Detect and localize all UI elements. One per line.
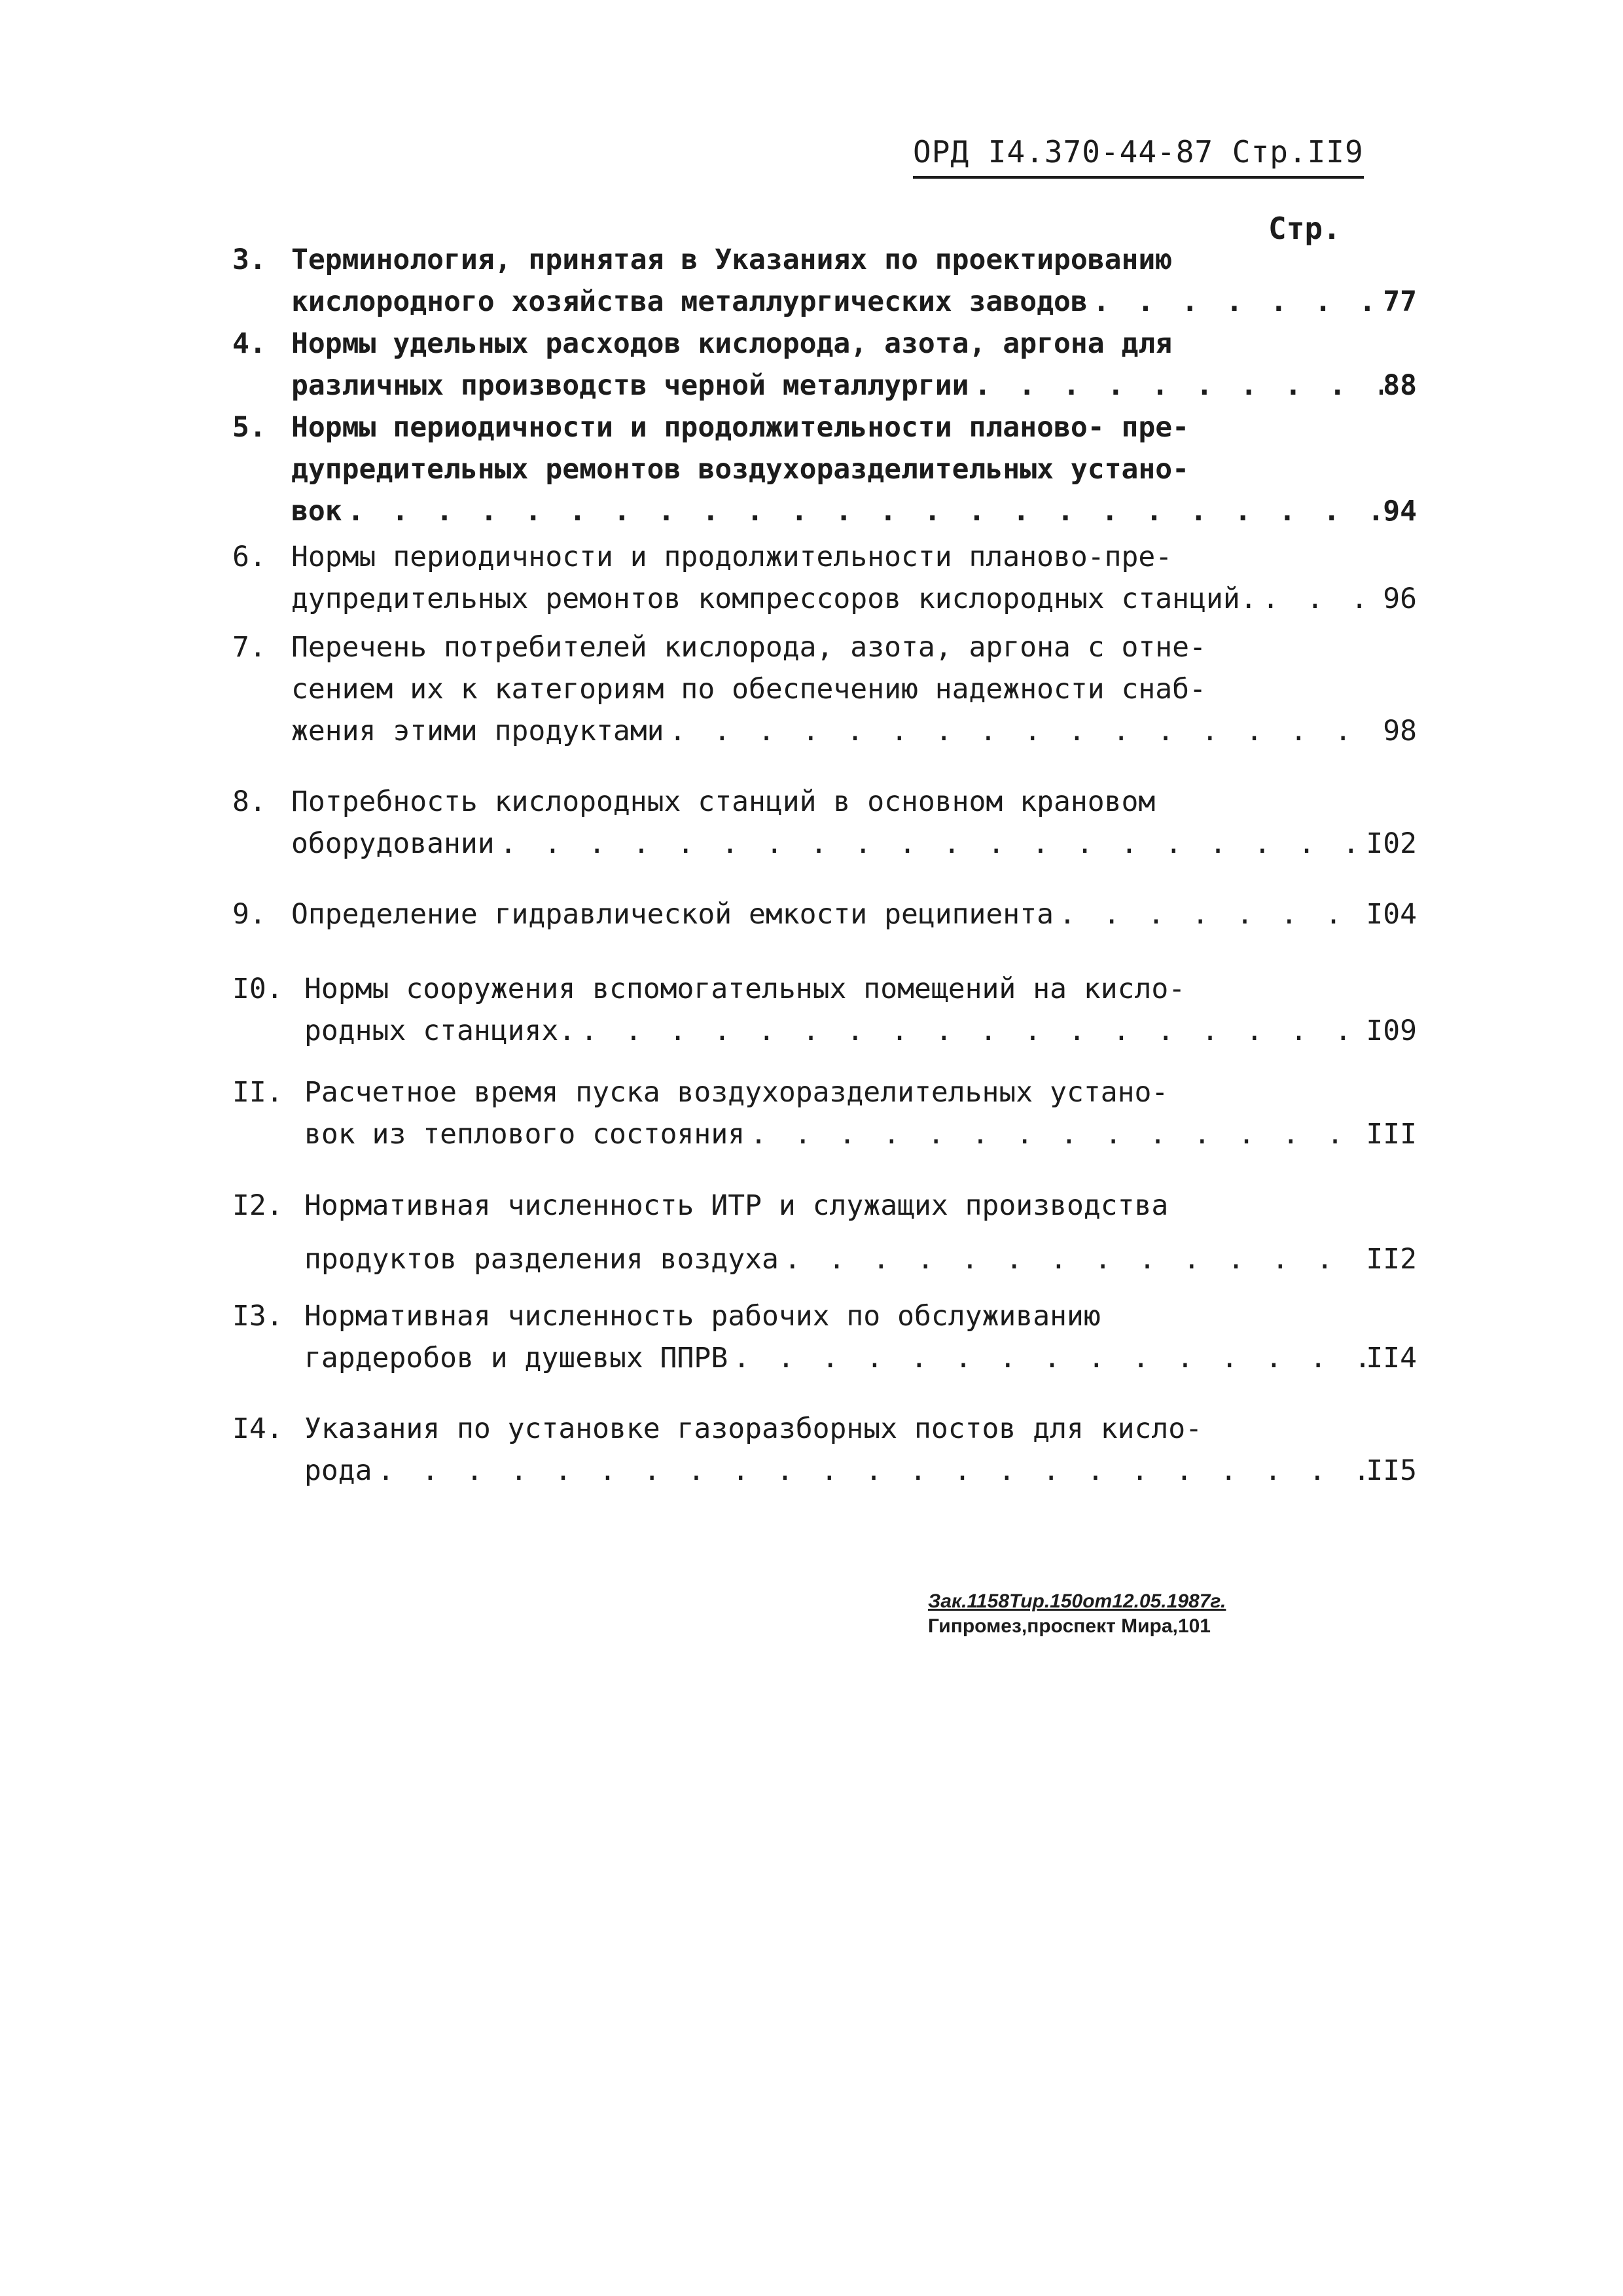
toc-entry-page: I02 [1366,827,1417,860]
toc-entry-page: I04 [1366,898,1417,931]
dot-leader [1088,281,1383,323]
toc-entry-page: 88 [1383,369,1417,402]
dot-leader [372,1450,1366,1492]
toc-entry-line: вок [291,495,342,528]
toc-entry-last-line [304,1113,1417,1155]
toc-entry-last-line [304,1232,1417,1286]
toc-entry-last-line [291,578,1417,620]
toc-entry-line: Перечень потребителей кислорода, азота, аргона с отне- [291,631,1206,664]
toc-entry-body [304,968,1417,1052]
toc-entry-line: Терминология, принятая в Указаниях по проектированию [291,243,1173,276]
toc-entry-last-line [291,281,1417,323]
toc-entry[interactable] [232,781,1417,865]
toc-entry-line: родных станциях. [304,1014,576,1047]
toc-entry-line: гардеробов и душевых ППРВ [304,1342,728,1374]
toc-entry-line: Расчетное время пуска воздухоразделительных устано- [304,1076,1169,1109]
toc-entry-line: сением их к категориям по обеспечению надежности снаб- [291,673,1206,706]
dot-leader [495,823,1366,865]
dot-leader [664,710,1383,752]
toc-entry-last-line [291,365,1417,406]
page-header-doc-ref: ОРД I4.370-44-87 Стр.II9 [913,134,1364,179]
toc-entry[interactable] [232,1295,1417,1379]
toc-entry-number: II. [232,1076,283,1109]
toc-entry-page: 94 [1383,495,1417,528]
toc-entry-page: II4 [1366,1342,1417,1374]
toc-entry-body [291,626,1417,752]
toc-entry-number: I3. [232,1300,283,1333]
toc-entry[interactable] [232,239,1417,323]
toc-entry-line: продуктов разделения воздуха [304,1243,779,1276]
dot-leader [342,490,1383,532]
toc-entry-number: I2. [232,1189,283,1222]
toc-entry[interactable] [232,1071,1417,1155]
print-imprint [928,1589,1226,1639]
toc-entry-number: 5. [232,411,266,444]
toc-entry-page: II2 [1366,1243,1417,1276]
toc-entry-line: Нормы сооружения вспомогательных помещений на кисло- [304,973,1186,1005]
toc-entry-last-line [291,490,1417,532]
toc-entry[interactable] [232,1179,1417,1286]
dot-leader [575,1010,1366,1052]
toc-entry-last-line [304,1010,1417,1052]
dot-leader [728,1337,1366,1379]
toc-entry-body [304,1295,1417,1379]
dot-leader [1257,578,1383,620]
toc-entry[interactable] [232,893,1417,935]
dot-leader [1054,893,1366,935]
toc-entry-number: 4. [232,327,266,360]
toc-entry-body [291,239,1417,323]
toc-entry-number: 7. [232,631,266,664]
toc-entry-line: рода [304,1454,372,1487]
toc-entry-body [291,781,1417,865]
toc-entry-line: Нормы периодичности и продолжительности планово- пре- [291,411,1190,444]
toc-entry-line: Нормы удельных расходов кислорода, азота, аргона для [291,327,1173,360]
toc-entry[interactable] [232,406,1417,532]
toc-entry-page: I09 [1366,1014,1417,1047]
page-column-heading: Стр. [1268,211,1341,246]
table-of-contents [232,239,1417,1492]
toc-entry-body [291,536,1417,620]
toc-entry[interactable] [232,626,1417,752]
dot-leader [779,1232,1366,1286]
toc-entry-line: дупредительных ремонтов воздухоразделительных устано- [291,453,1190,486]
toc-entry[interactable] [232,1408,1417,1492]
toc-entry-last-line [291,823,1417,865]
toc-entry-line: различных производств черной металлургии [291,369,969,402]
toc-entry-line: Нормативная численность ИТР и служащих производства [304,1189,1169,1222]
toc-entry-page: 98 [1383,715,1417,747]
toc-entry-body [291,323,1417,406]
toc-entry-line: жения этими продуктами [291,715,664,747]
toc-entry-last-line [291,710,1417,752]
toc-entry-last-line [304,1450,1417,1492]
toc-entry-number: 9. [232,898,266,931]
dot-leader [969,365,1383,406]
toc-entry-line: Потребность кислородных станций в основном крановом [291,785,1156,818]
toc-entry[interactable] [232,323,1417,406]
toc-entry-line: оборудовании [291,827,495,860]
imprint-address-line: Гипромез,проспект Мира,101 [928,1615,1211,1637]
toc-entry-line: Определение гидравлической емкости реципиента [291,898,1054,931]
toc-entry-number: 6. [232,541,266,573]
toc-entry-page: II5 [1366,1454,1417,1487]
toc-entry-line: вок из теплового состояния [304,1118,745,1151]
toc-entry-line: Указания по установке газоразборных постов для кисло- [304,1412,1203,1445]
toc-entry-line: дупредительных ремонтов компрессоров кислородных станций. [291,583,1257,615]
toc-entry[interactable] [232,536,1417,620]
toc-entry-last-line [304,1337,1417,1379]
toc-entry-page: III [1366,1118,1417,1151]
toc-entry-body [291,406,1417,532]
toc-entry-body [304,1408,1417,1492]
toc-entry-number: I4. [232,1412,283,1445]
toc-entry-body [304,1071,1417,1155]
dot-leader [745,1113,1366,1155]
toc-entry-page: 96 [1383,583,1417,615]
toc-entry-body [304,1179,1417,1286]
toc-entry-number: 8. [232,785,266,818]
toc-entry-line: Нормативная численность рабочих по обслуживанию [304,1300,1101,1333]
toc-entry-last-line [291,893,1417,935]
toc-entry-body [291,893,1417,935]
toc-entry-number: 3. [232,243,266,276]
toc-entry-line: кислородного хозяйства металлургических заводов [291,285,1088,318]
toc-entry-page: 77 [1383,285,1417,318]
toc-entry-number: I0. [232,973,283,1005]
toc-entry-line: Нормы периодичности и продолжительности планово-пре- [291,541,1173,573]
imprint-order-line: Зак.1158Тир.150от12.05.1987г. [928,1590,1226,1612]
toc-entry[interactable] [232,968,1417,1052]
